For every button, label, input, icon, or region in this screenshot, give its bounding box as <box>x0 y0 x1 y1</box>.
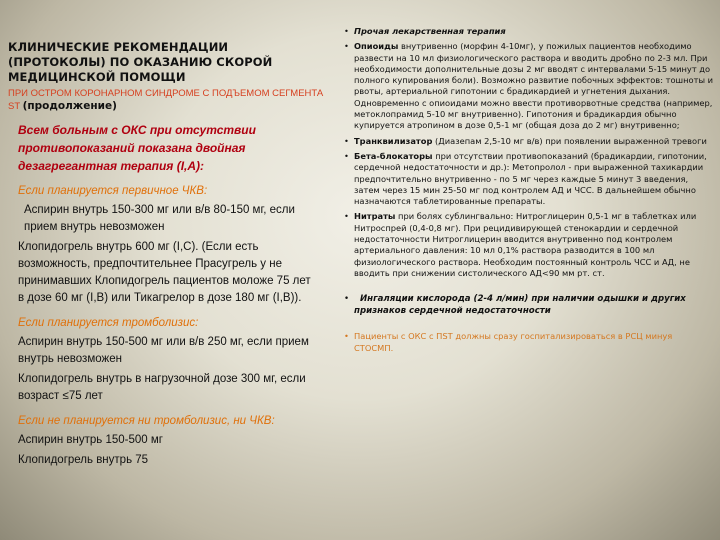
bullet: • <box>344 331 349 342</box>
text-beta-blockers: при отсутствии противопоказаний (брадикардии, гипотонии, сердечной недостаточности и др.): Метопролол - при выраженной тахикардии предпочтительно внутривенно - по 5 мг через каждые 5 минут 3 введения, затем через 15 мин 25-50 мг под контролем АД и ЧСС. В дальнейшем обычно назначаются таблетированные препараты. <box>354 150 707 207</box>
list-item-beta-blockers <box>344 151 714 207</box>
term-nitrates: Нитраты <box>354 211 396 222</box>
text-nitrates: при болях сублингвально: Нитроглицерин 0,5-1 мг в таблетках или Нитроспрей (0,4-0,8 мг). При рецидивирующей стенокардии и сердечной недостаточности Нитроглицерин вводится внутривенно под контролем артериального давления: 10 мл 0,1% раствора разводится в 100 мл физиологического раствора. Необходим постоянный контроль ЧСС и АД, не вводить при снижении систолического АД<90 мм рт. ст. <box>354 211 697 278</box>
paragraph-aspirin-thrombolysis: Аспирин внутрь 150-500 мг или в/в 250 мг, если прием внутрь невозможен <box>18 336 309 365</box>
paragraph-clopidogrel-none: Клопидогрель внутрь 75 <box>18 454 149 466</box>
paragraph-aspirin-none: Аспирин внутрь 150-500 мг <box>18 434 163 446</box>
left-column <box>8 40 328 469</box>
list-item-hospitalization-note <box>344 331 714 354</box>
oxygen-text: Ингаляции кислорода (2-4 л/мин) при наличии одышки и других признаков сердечной недостаточности <box>354 294 689 317</box>
subtitle-continued: (продолжение) <box>22 100 117 112</box>
term-tranquilizer: Транквилизатор <box>354 135 433 146</box>
therapy-heading: Прочая лекарственная терапия <box>354 26 506 36</box>
paragraph-clopidogrel-thrombolysis: Клопидогрель внутрь в нагрузочной дозе 300 мг, если возраст ≤75 лет <box>18 373 306 402</box>
section-heading-pci: Если планируется первичное ЧКВ: <box>18 185 208 197</box>
list-item-tranquilizer <box>344 136 714 147</box>
section-heading-thrombolysis: Если планируется тромболизис: <box>18 317 199 329</box>
bullet: • <box>344 26 349 36</box>
intro-text: Всем больным с ОКС при отсутствии противопоказаний показана двойная дезагрегантная терапия (I,A): <box>18 123 256 173</box>
term-beta-blockers: Бета-блокаторы <box>354 150 433 161</box>
subtitle-text: ПРИ ОСТРОМ КОРОНАРНОМ СИНДРОМЕ С ПОДЪЕМОМ СЕГМЕНТА ST <box>8 88 324 112</box>
list-item-oxygen <box>344 293 714 317</box>
paragraph-clopidogrel-pci: Клопидогрель внутрь 600 мг (I,C). (Если есть возможность, предпочтительнее Прасугрель у не принимавших Клопидогрель пациентов моложе 75 лет в дозе 60 мг (I,B) или Тикагрелор в дозе 180 мг (I,B)). <box>18 241 311 304</box>
page-subtitle <box>8 87 328 113</box>
list-item-heading <box>344 26 714 37</box>
text-opioids: внутривенно (морфин 4-10мг), у пожилых пациентов необходимо развести на 10 мл физиологического раствора и вводить дробно по 2-3 мл. При необходимости дополнительные дозы 2 мг вводят с интервалами 5-15 минут до полного купирования боли). Возможно развитие побочных эффектов: тошноты и рвоты, артериальной гипотонии с брадикардией и угнетения дыхания. Одновременно с опиоидами можно ввести противорвотные средства (например, метоклопрамид 5-10 мг внутривенно). Гипотония и брадикардия обычно купируется атропином в дозе 0,5-1 мг (общая доза до 2 мг) внутривенно; <box>354 41 714 131</box>
bullet: • <box>344 150 349 161</box>
term-opioids: Опиоиды <box>354 41 399 52</box>
paragraph-aspirin-pci: Аспирин внутрь 150-300 мг или в/в 80-150 мг, если прием внутрь невозможен <box>24 204 295 233</box>
list-item-opioids <box>344 41 714 131</box>
hospitalization-note: Пациенты с ОКС с ПST должны сразу госпитализироваться в РСЦ минуя СТОСМП. <box>354 331 673 353</box>
section-heading-none: Если не планируется ни тромболизис, ни ЧКВ: <box>18 415 275 427</box>
bullet: • <box>344 135 349 146</box>
list-item-nitrates <box>344 211 714 279</box>
right-column <box>344 26 714 358</box>
bullet: • <box>344 294 350 305</box>
text-tranquilizer: (Диазепам 2,5-10 мг в/в) при появлении выраженной тревоги <box>432 135 707 146</box>
page-title: КЛИНИЧЕСКИЕ РЕКОМЕНДАЦИИ (ПРОТОКОЛЫ) ПО ОКАЗАНИЮ СКОРОЙ МЕДИЦИНСКОЙ ПОМОЩИ <box>8 40 273 84</box>
bullet: • <box>344 211 349 222</box>
bullet: • <box>344 41 349 52</box>
